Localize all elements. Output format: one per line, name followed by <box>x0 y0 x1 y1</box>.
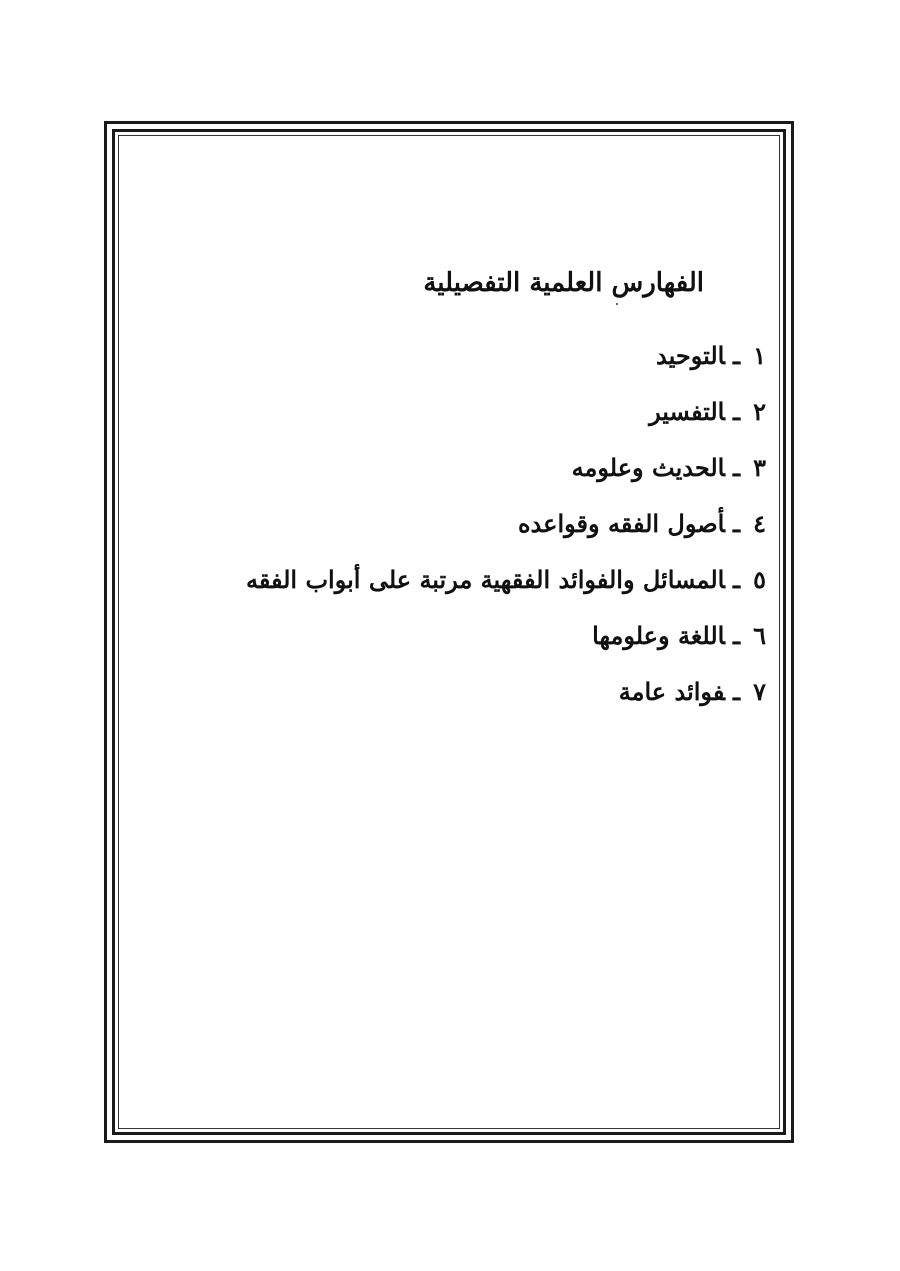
item-label: الحديث وعلومه <box>571 453 725 482</box>
item-separator: ـ <box>732 621 740 650</box>
item-number: ١ <box>753 341 766 370</box>
item-separator: ـ <box>732 509 740 538</box>
index-item <box>226 552 766 608</box>
item-number: ٥ <box>753 565 766 594</box>
index-item <box>226 496 766 552</box>
item-number: ٧ <box>753 677 766 706</box>
item-separator: ـ <box>732 677 740 706</box>
index-item <box>226 384 766 440</box>
index-item <box>226 608 766 664</box>
item-label: التفسير <box>649 397 725 426</box>
item-separator: ـ <box>732 453 740 482</box>
index-item <box>226 328 766 384</box>
item-number: ٤ <box>753 509 766 538</box>
item-label: فوائد عامة <box>618 677 725 706</box>
index-item <box>226 664 766 720</box>
index-content <box>226 258 766 720</box>
item-separator: ـ <box>732 397 740 426</box>
index-item <box>226 440 766 496</box>
item-label: المسائل والفوائد الفقهية مرتبة على أبواب الفقه <box>245 565 725 594</box>
page-title: الفهارس العلمية التفصيلية <box>423 268 704 298</box>
item-label: اللغة وعلومها <box>592 621 725 650</box>
item-number: ٢ <box>753 397 766 426</box>
item-number: ٦ <box>753 621 766 650</box>
item-separator: ـ <box>732 341 740 370</box>
item-number: ٣ <box>753 453 766 482</box>
item-separator: ـ <box>732 565 740 594</box>
index-list <box>226 328 766 720</box>
item-label: أصول الفقه وقواعده <box>517 509 725 538</box>
item-label: التوحيد <box>656 341 725 370</box>
